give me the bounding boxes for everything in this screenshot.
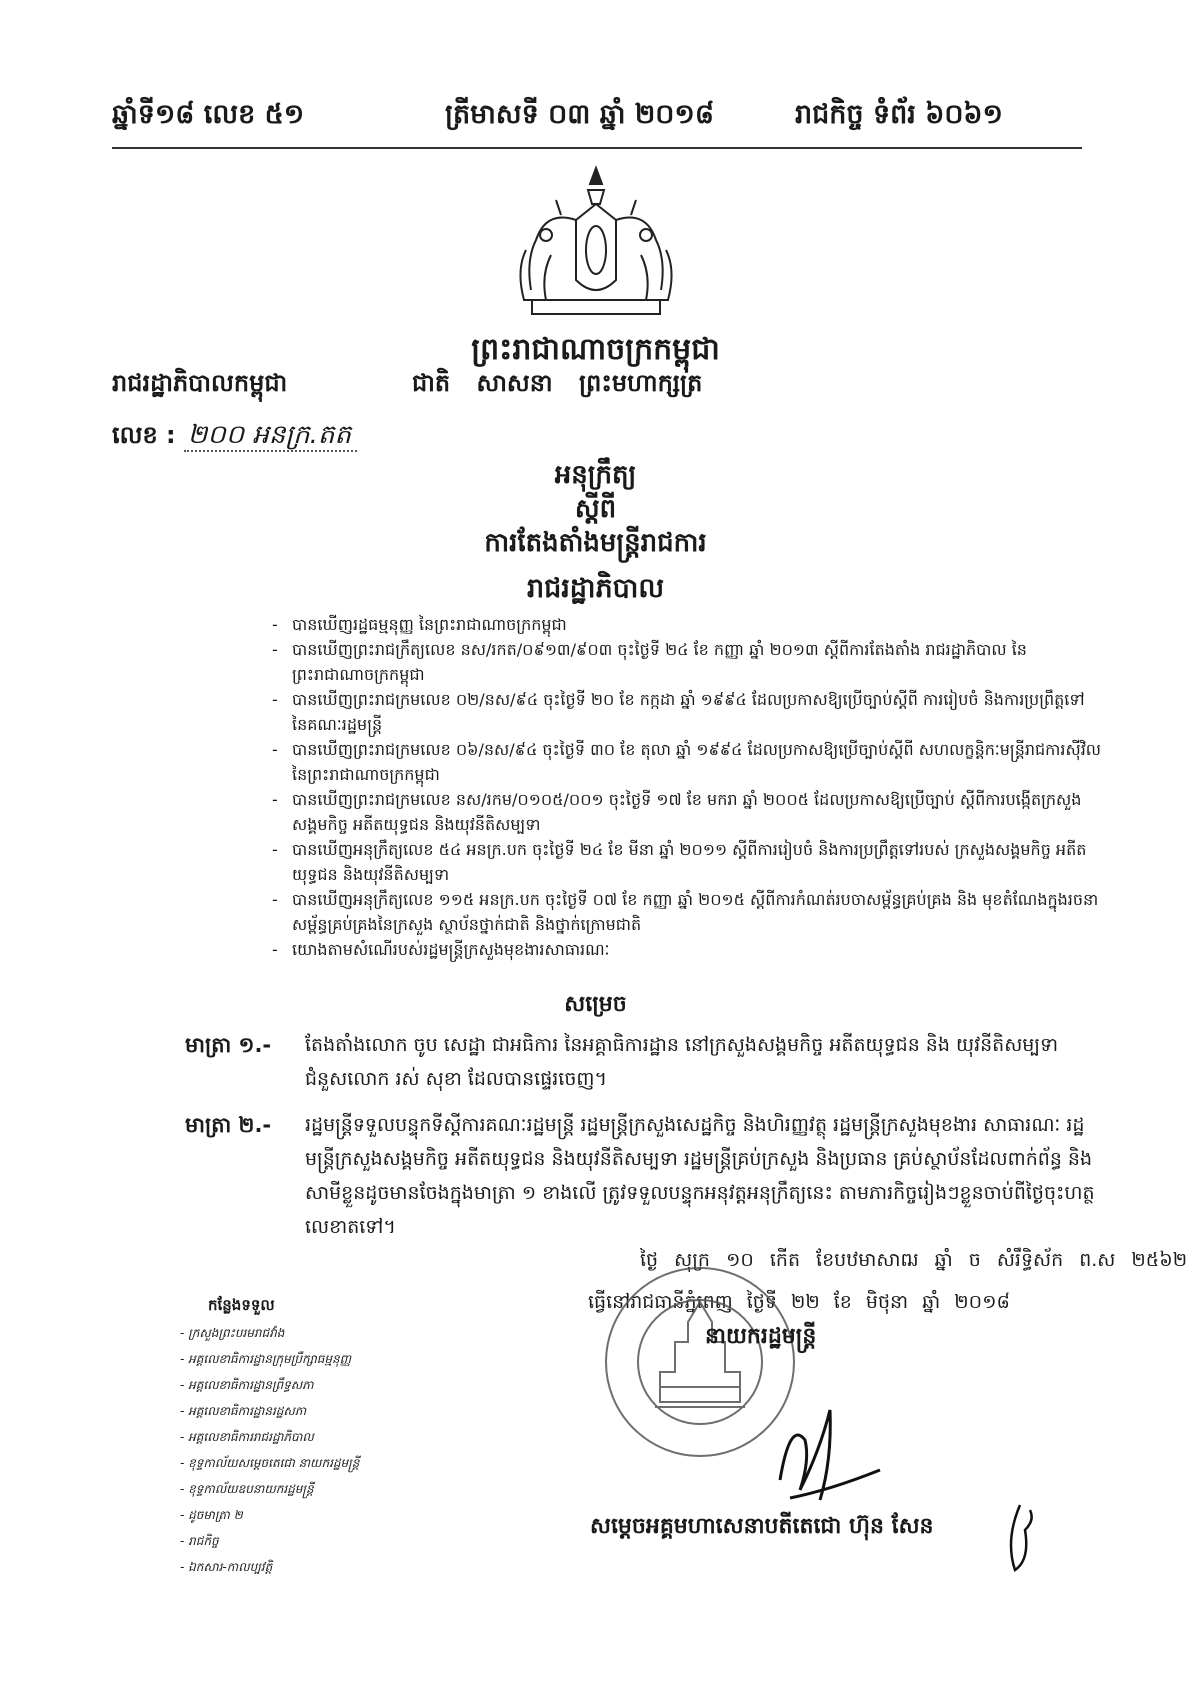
consideration-item: - យោងតាមសំណើរបស់រដ្ឋមន្ត្រីក្រសួងមុខងារសាធារណៈ: [272, 937, 1102, 962]
government-heading: រាជរដ្ឋាភិបាលកម្ពុជា: [112, 369, 288, 397]
article-label: មាត្រា ១.-: [185, 1033, 272, 1057]
article-text: តែងតាំងលោក ចូប សេដ្ឋា ជាអធិការ នៃអគ្គាធិការដ្ឋាន នៅក្រសួងសង្គមកិច្ច អតីតយុទ្ធជន និង យុវនីតិសម្បទា ជំនួសលោក រស់ សុខា ដែលបានផ្ទេរចេញ។: [305, 1034, 1059, 1090]
document-type: អនុក្រឹត្យ: [554, 460, 637, 490]
royal-coat-of-arms: [506, 160, 686, 330]
recipient-item: - អគ្គលេខាធិការដ្ឋានក្រុមប្រឹក្សាធម្មនុញ្ញ: [180, 1346, 359, 1372]
gazette-quarter: ត្រីមាសទី ០៣ ឆ្នាំ ២០១៨: [445, 99, 714, 130]
number-label: លេខ :: [112, 421, 176, 449]
recipient-item: - ឯកសារ-កាលប្បវត្តិ: [180, 1554, 359, 1580]
recipient-item: - ដូចមាត្រា ២: [180, 1502, 359, 1528]
kingdom-title: ព្រះរាជាណាចក្រកម្ពុជា: [471, 332, 720, 367]
considerations-list: [272, 612, 1102, 962]
consideration-item: - បានឃើញព្រះរាជក្រមលេខ ០៦/នស/៩៤ ចុះថ្ងៃទី ៣០ ខែ តុលា ឆ្នាំ ១៩៩៤ ដែលប្រកាសឱ្យប្រើច្បាប់ស្តីពី សហលក្ខន្តិកៈមន្ត្រីរាជការស៊ីវិល នៃព្រះរាជាណាចក្រកម្ពុជា: [272, 737, 1102, 787]
issuer-heading: រាជរដ្ឋាភិបាល: [526, 573, 665, 604]
article-1: [185, 1028, 1100, 1096]
initial-mark: [1000, 1500, 1040, 1580]
consideration-item: - បានឃើញព្រះរាជក្រមលេខ នស/រកម/០១០៥/០០១ ចុះថ្ងៃទី ១៧ ខែ មករា ឆ្នាំ ២០០៥ ដែលប្រកាសឱ្យប្រើច្បាប់ ស្តីពីការបង្កើតក្រសួងសង្គមកិច្ច អតីតយុទ្ធជន និងយុវនីតិសម្បទា: [272, 787, 1102, 837]
recipients-list: [180, 1320, 359, 1580]
consideration-item: - បានឃើញរដ្ឋធម្មនុញ្ញ នៃព្រះរាជាណាចក្រកម្ពុជា: [272, 612, 1102, 637]
consideration-item: - បានឃើញអនុក្រឹត្យលេខ ៥៤ អនក្រ.បក ចុះថ្ងៃទី ២៤ ខែ មីនា ឆ្នាំ ២០១១ ស្តីពីការរៀបចំ និងការប្រព្រឹត្តទៅរបស់ ក្រសួងសង្គមកិច្ច អតីតយុទ្ធជន និងយុវនីតិសម្បទា: [272, 837, 1102, 887]
recipient-item: - អគ្គលេខាធិការដ្ឋានព្រឹទ្ធសភា: [180, 1372, 359, 1398]
document-number: [112, 418, 357, 456]
recipient-item: - រាជកិច្ច: [180, 1528, 359, 1554]
prime-minister-title: នាយករដ្ឋមន្ត្រី: [705, 1324, 817, 1349]
recipient-item: - អគ្គលេខាធិការរាជរដ្ឋាភិបាល: [180, 1424, 359, 1450]
place-and-date: ធ្វើនៅរាជធានីភ្នំពេញ ថ្ងៃទី ២២ ខែ មិថុនា ឆ្នាំ ២០១៨: [588, 1291, 1010, 1313]
recipient-item: - ខុទ្ទកាល័យសម្តេចតេជោ នាយករដ្ឋមន្ត្រី: [180, 1450, 359, 1476]
gazette-page: រាជកិច្ច ទំព័រ ៦០៦១: [795, 99, 1003, 130]
decision-heading: សម្រេច: [564, 992, 627, 1017]
article-2: [185, 1108, 1100, 1244]
recipient-item: - ក្រសួងព្រះបរមរាជវាំង: [180, 1320, 359, 1346]
article-label: មាត្រា ២.-: [185, 1113, 272, 1137]
consideration-item: - បានឃើញព្រះរាជក្រមលេខ ០២/នស/៩៤ ចុះថ្ងៃទី ២០ ខែ កក្កដា ឆ្នាំ ១៩៩៤ ដែលប្រកាសឱ្យប្រើច្បាប់ស្តីពី ការរៀបចំ និងការប្រព្រឹត្តទៅ នៃគណៈរដ្ឋមន្ត្រី: [272, 687, 1102, 737]
handwritten-signature: [760, 1380, 890, 1520]
recipient-item: - ខុទ្ទកាល័យឧបនាយករដ្ឋមន្ត្រី: [180, 1476, 359, 1502]
signatory-name: សម្តេចអគ្គមហាសេនាបតីតេជោ ហ៊ុន សែន: [590, 1514, 934, 1539]
document-subject: ការតែងតាំងមន្ត្រីរាជការ: [484, 528, 707, 558]
number-value: ២០០ អនក្រ.តត: [184, 420, 357, 452]
gazette-year-issue: ឆ្នាំទី១៨ លេខ ៥១: [112, 99, 305, 130]
title-about: ស្តីពី: [574, 494, 617, 524]
article-text: រដ្ឋមន្ត្រីទទួលបន្ទុកទីស្តីការគណៈរដ្ឋមន្ត្រី រដ្ឋមន្ត្រីក្រសួងសេដ្ឋកិច្ច និងហិរញ្ញវត្ថុ រដ្ឋមន្ត្រីក្រសួងមុខងារ សាធារណៈ រដ្ឋមន្ត្រីក្រសួងសង្គមកិច្ច អតីតយុទ្ធជន និងយុវនីតិសម្បទា រដ្ឋមន្ត្រីគ្រប់ក្រសួង និងប្រធាន គ្រប់ស្ថាប័នដែលពាក់ព័ន្ធ និងសាមីខ្លួនដូចមានចែងក្នុងមាត្រា ១ ខាងលើ ត្រូវទទួលបន្ទុកអនុវត្តអនុក្រឹត្យនេះ តាមភារកិច្ចរៀងៗខ្លួនចាប់ពីថ្ងៃចុះហត្ថលេខាតទៅ។: [305, 1114, 1095, 1238]
lunar-date: ថ្ងៃ សុក្រ ១០ កើត ខែបឋមាសាឍ ឆ្នាំ ច សំរឹទ្ធិស័ក ព.ស ២៥៦២: [640, 1249, 1188, 1271]
recipient-item: - អគ្គលេខាធិការដ្ឋានរដ្ឋសភា: [180, 1398, 359, 1424]
header-rule: [112, 147, 1082, 149]
consideration-item: - បានឃើញព្រះរាជក្រឹត្យលេខ នស/រកត/០៩១៣/៩០៣ ចុះថ្ងៃទី ២៤ ខែ កញ្ញា ឆ្នាំ ២០១៣ ស្តីពីការតែងតាំង រាជរដ្ឋាភិបាល នៃព្រះរាជាណាចក្រកម្ពុជា: [272, 637, 1102, 687]
recipients-heading: កន្លែងទទួល: [208, 1296, 275, 1314]
national-motto: ជាតិ សាសនា ព្រះមហាក្សត្រ: [412, 369, 703, 397]
consideration-item: - បានឃើញអនុក្រឹត្យលេខ ១១៥ អនក្រ.បក ចុះថ្ងៃទី ០៧ ខែ កញ្ញា ឆ្នាំ ២០១៥ ស្តីពីការកំណត់របចាសម្ព័ន្ធគ្រប់គ្រង និង មុខតំណែងក្នុងរចនាសម្ព័ន្ធគ្រប់គ្រងនៃក្រសួង ស្ថាប័នថ្នាក់ជាតិ និងថ្នាក់ក្រោមជាតិ: [272, 887, 1102, 937]
